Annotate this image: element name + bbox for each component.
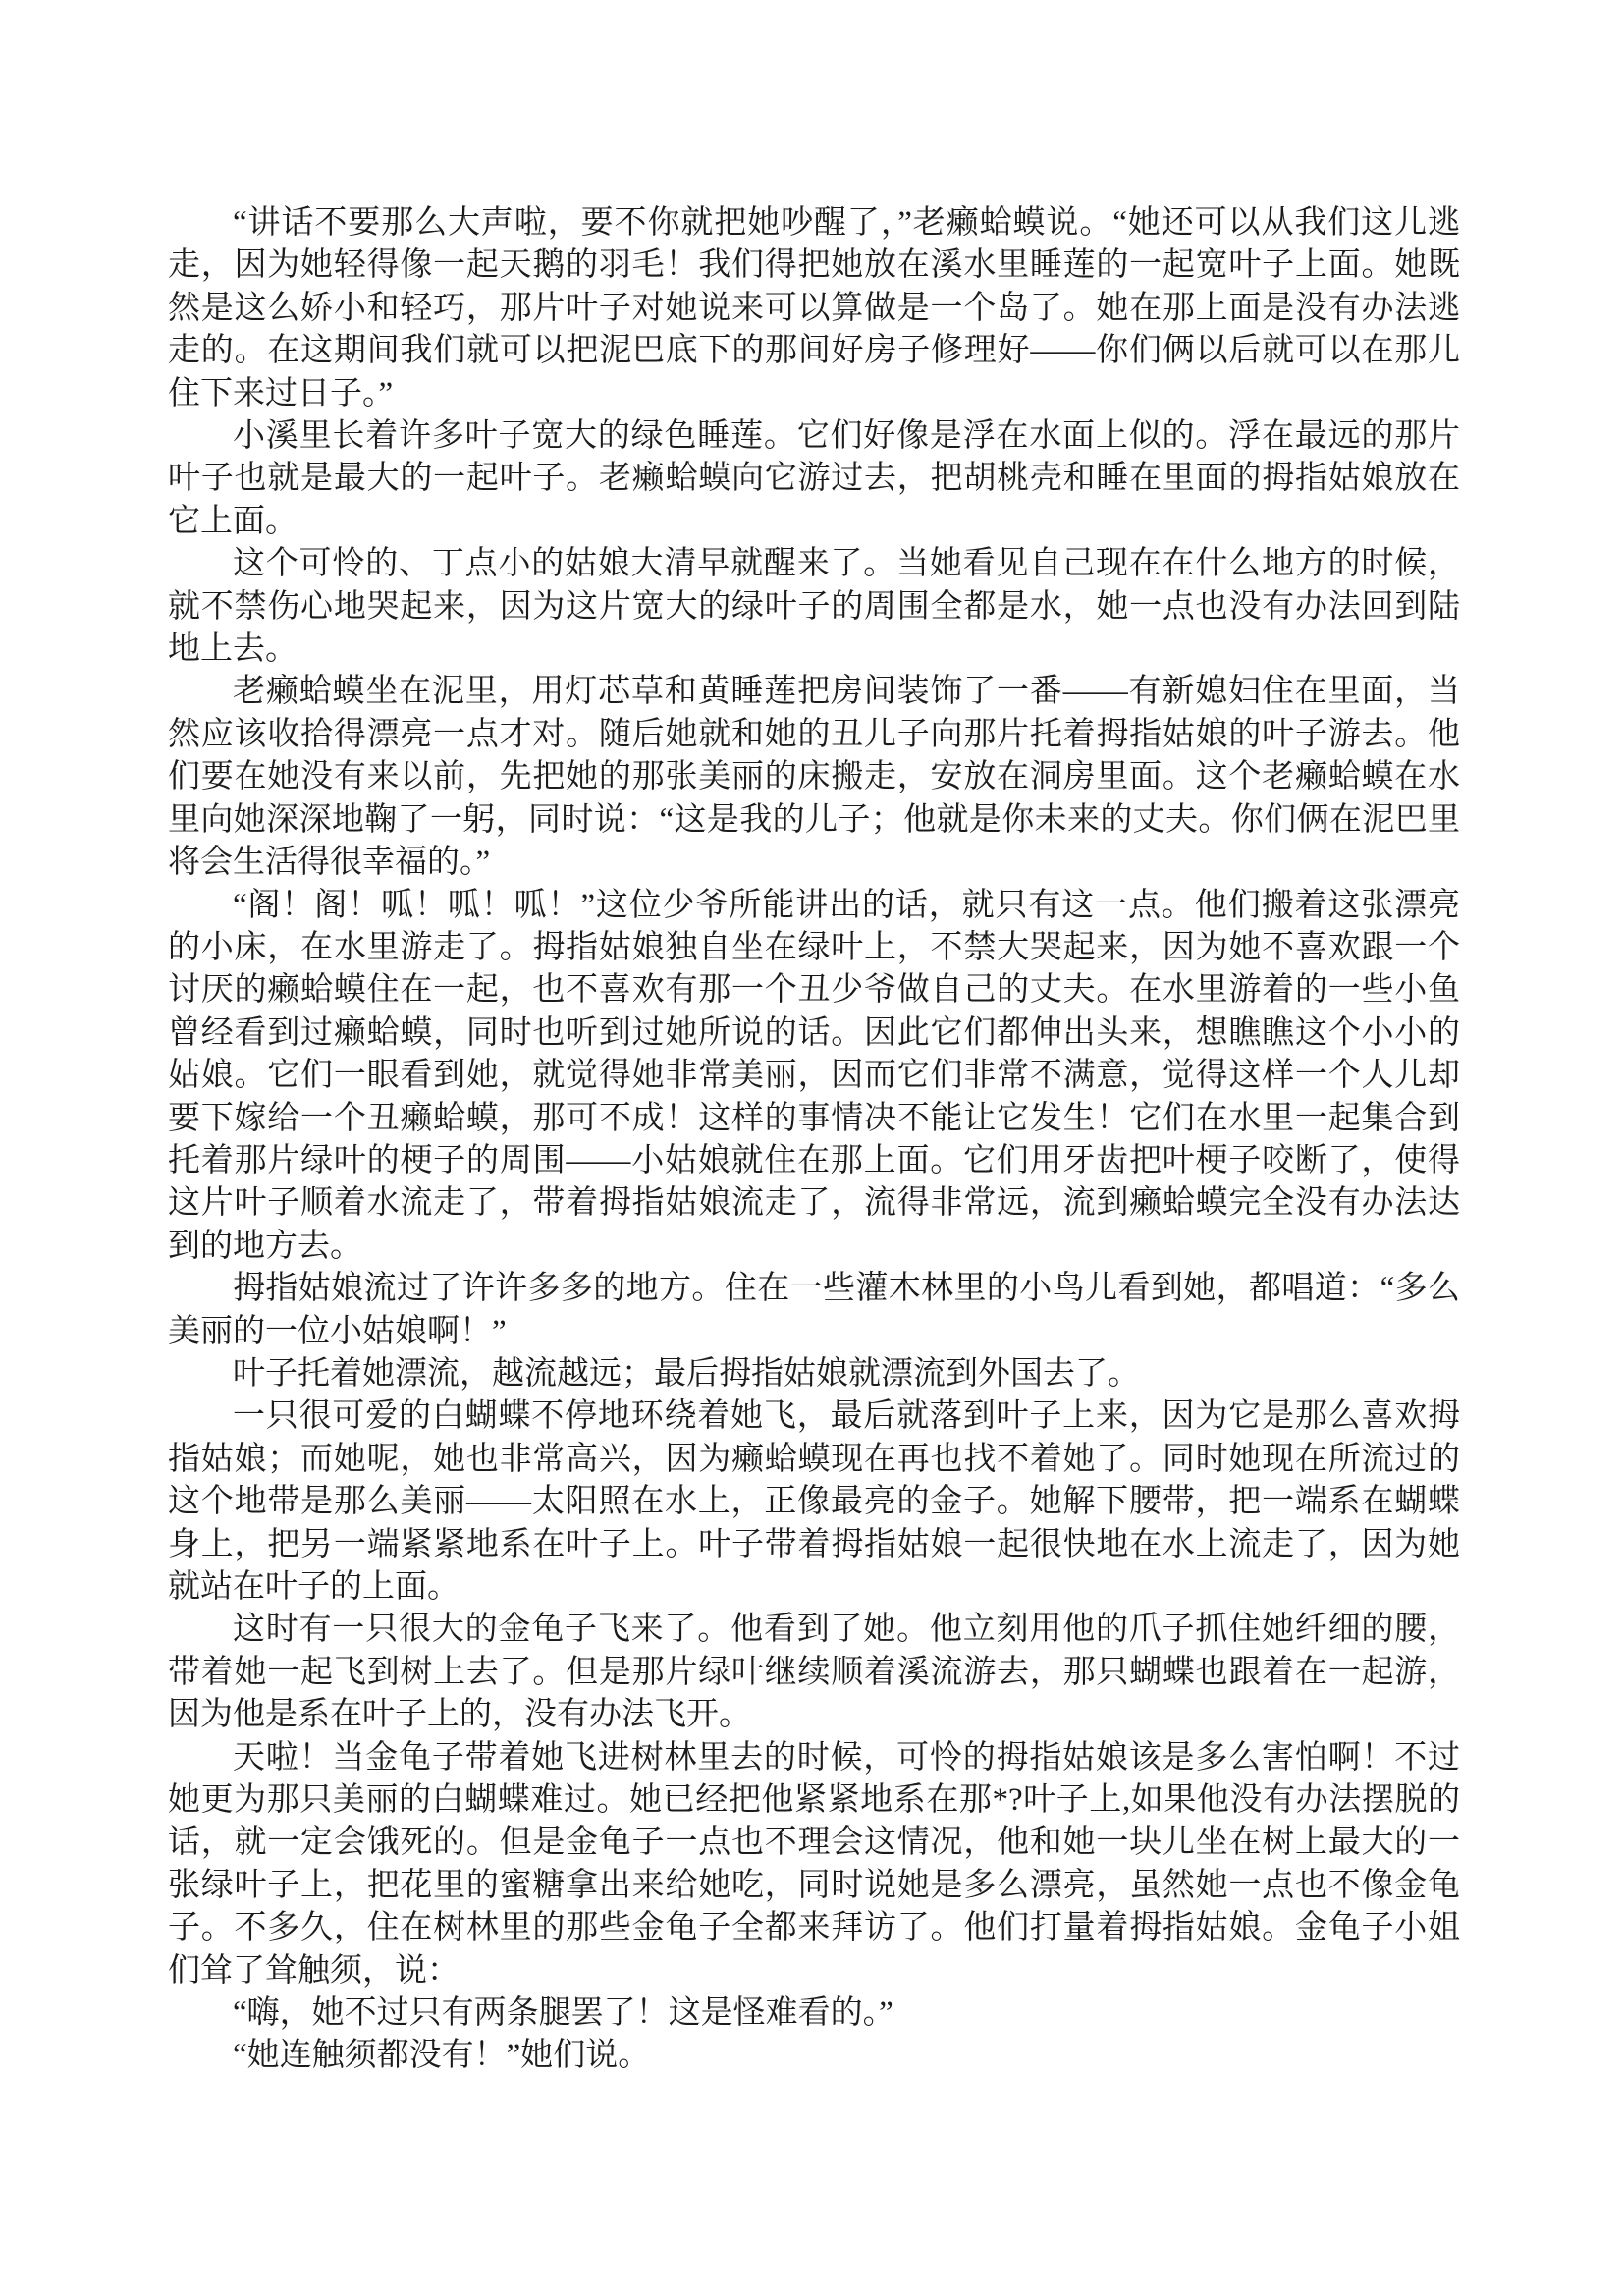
paragraph: 小溪里长着许多叶子宽大的绿色睡莲。它们好像是浮在水面上似的。浮在最远的那片叶子也就是最大的一起叶子。老癞蛤蟆向它游过去，把胡桃壳和睡在里面的拇指姑娘放在它上面。 <box>168 418 1460 539</box>
paragraph: 拇指姑娘流过了许许多多的地方。住在一些灌木林里的小鸟儿看到她，都唱道：“多么美丽的一位小姑娘啊！” <box>168 1271 1460 1349</box>
paragraph: “嗨，她不过只有两条腿罢了！这是怪难看的。” <box>233 1995 893 2032</box>
paragraph: “阁！阁！呱！呱！呱！”这位少爷所能讲出的话，就只有这一点。他们搬着这张漂亮的小床，在水里游走了。拇指姑娘独自坐在绿叶上，不禁大哭起来，因为她不喜欢跟一个讨厌的癞蛤蟆住在一起，也不喜欢有那一个丑少爷做自己的丈夫。在水里游着的一些小鱼曾经看到过癞蛤蟆，同时也听到过她所说的话。因此它们都伸出头来，想瞧瞧这个小小的姑娘。它们一眼看到她，就觉得她非常美丽，因而它们非常不满意，觉得这样一个人儿却要下嫁给一个丑癞蛤蟆，那可不成！这样的事情决不能让它发生！它们在水里一起集合到托着那片绿叶的梗子的周围——小姑娘就住在那上面。它们用牙齿把叶梗子咬断了，使得这片叶子顺着水流走了，带着拇指姑娘流走了，流得非常远，流到癞蛤蟆完全没有办法达到的地方去。 <box>168 887 1460 1264</box>
paragraph: 叶子托着她漂流，越流越远；最后拇指姑娘就漂流到外国去了。 <box>233 1355 1140 1392</box>
paragraph: 一只很可爱的白蝴蝶不停地环绕着她飞，最后就落到叶子上来，因为它是那么喜欢拇指姑娘；而她呢，她也非常高兴，因为癞蛤蟆现在再也找不着她了。同时她现在所流过的这个地带是那么美丽——太阳照在水上，正像最亮的金子。她解下腰带，把一端系在蝴蝶身上，把另一端紧紧地系在叶子上。叶子带着拇指姑娘一起很快地在水上流走了，因为她就站在叶子的上面。 <box>168 1398 1460 1605</box>
paragraph: 老癞蛤蟆坐在泥里，用灯芯草和黄睡莲把房间装饰了一番——有新媳妇住在里面，当然应该收拾得漂亮一点才对。随后她就和她的丑儿子向那片托着拇指姑娘的叶子游去。他们要在她没有来以前，先把她的那张美丽的床搬走，安放在洞房里面。这个老癞蛤蟆在水里向她深深地鞠了一躬，同时说：“这是我的儿子；他就是你未来的丈夫。你们俩在泥巴里将会生活得很幸福的。” <box>168 674 1460 881</box>
story-text-block <box>168 202 1460 2078</box>
paragraph: 天啦！当金龟子带着她飞进树林里去的时候，可怜的拇指姑娘该是多么害怕啊！不过她更为那只美丽的白蝴蝶难过。她已经把他紧紧地系在那*?叶子上,如果他没有办法摆脱的话，就一定会饿死的。但是金龟子一点也不理会这情况，他和她一块儿坐在树上最大的一张绿叶子上，把花里的蜜糖拿出来给她吃，同时说她是多么漂亮，虽然她一点也不像金龟子。不多久，住在树林里的那些金龟子全都来拜访了。他们打量着拇指姑娘。金龟子小姐们耸了耸触须，说： <box>168 1739 1460 1989</box>
paragraph: “她连触须都没有！”她们说。 <box>233 2038 651 2074</box>
paragraph: “讲话不要那么大声啦，要不你就把她吵醒了，”老癞蛤蟆说。“她还可以从我们这儿逃走，因为她轻得像一起天鹅的羽毛！我们得把她放在溪水里睡莲的一起宽叶子上面。她既然是这么娇小和轻巧，那片叶子对她说来可以算做是一个岛了。她在那上面是没有办法逃走的。在这期间我们就可以把泥巴底下的那间好房子修理好——你们俩以后就可以在那儿住下来过日子。” <box>168 205 1460 411</box>
paragraph: 这时有一只很大的金龟子飞来了。他看到了她。他立刻用他的爪子抓住她纤细的腰，带着她一起飞到树上去了。但是那片绿叶继续顺着溪流游去，那只蝴蝶也跟着在一起游，因为他是系在叶子上的，没有办法飞开。 <box>168 1612 1460 1733</box>
paragraph: 这个可怜的、丁点小的姑娘大清早就醒来了。当她看见自己现在在什么地方的时候，就不禁伤心地哭起来，因为这片宽大的绿叶子的周围全都是水，她一点也没有办法回到陆地上去。 <box>168 546 1460 668</box>
